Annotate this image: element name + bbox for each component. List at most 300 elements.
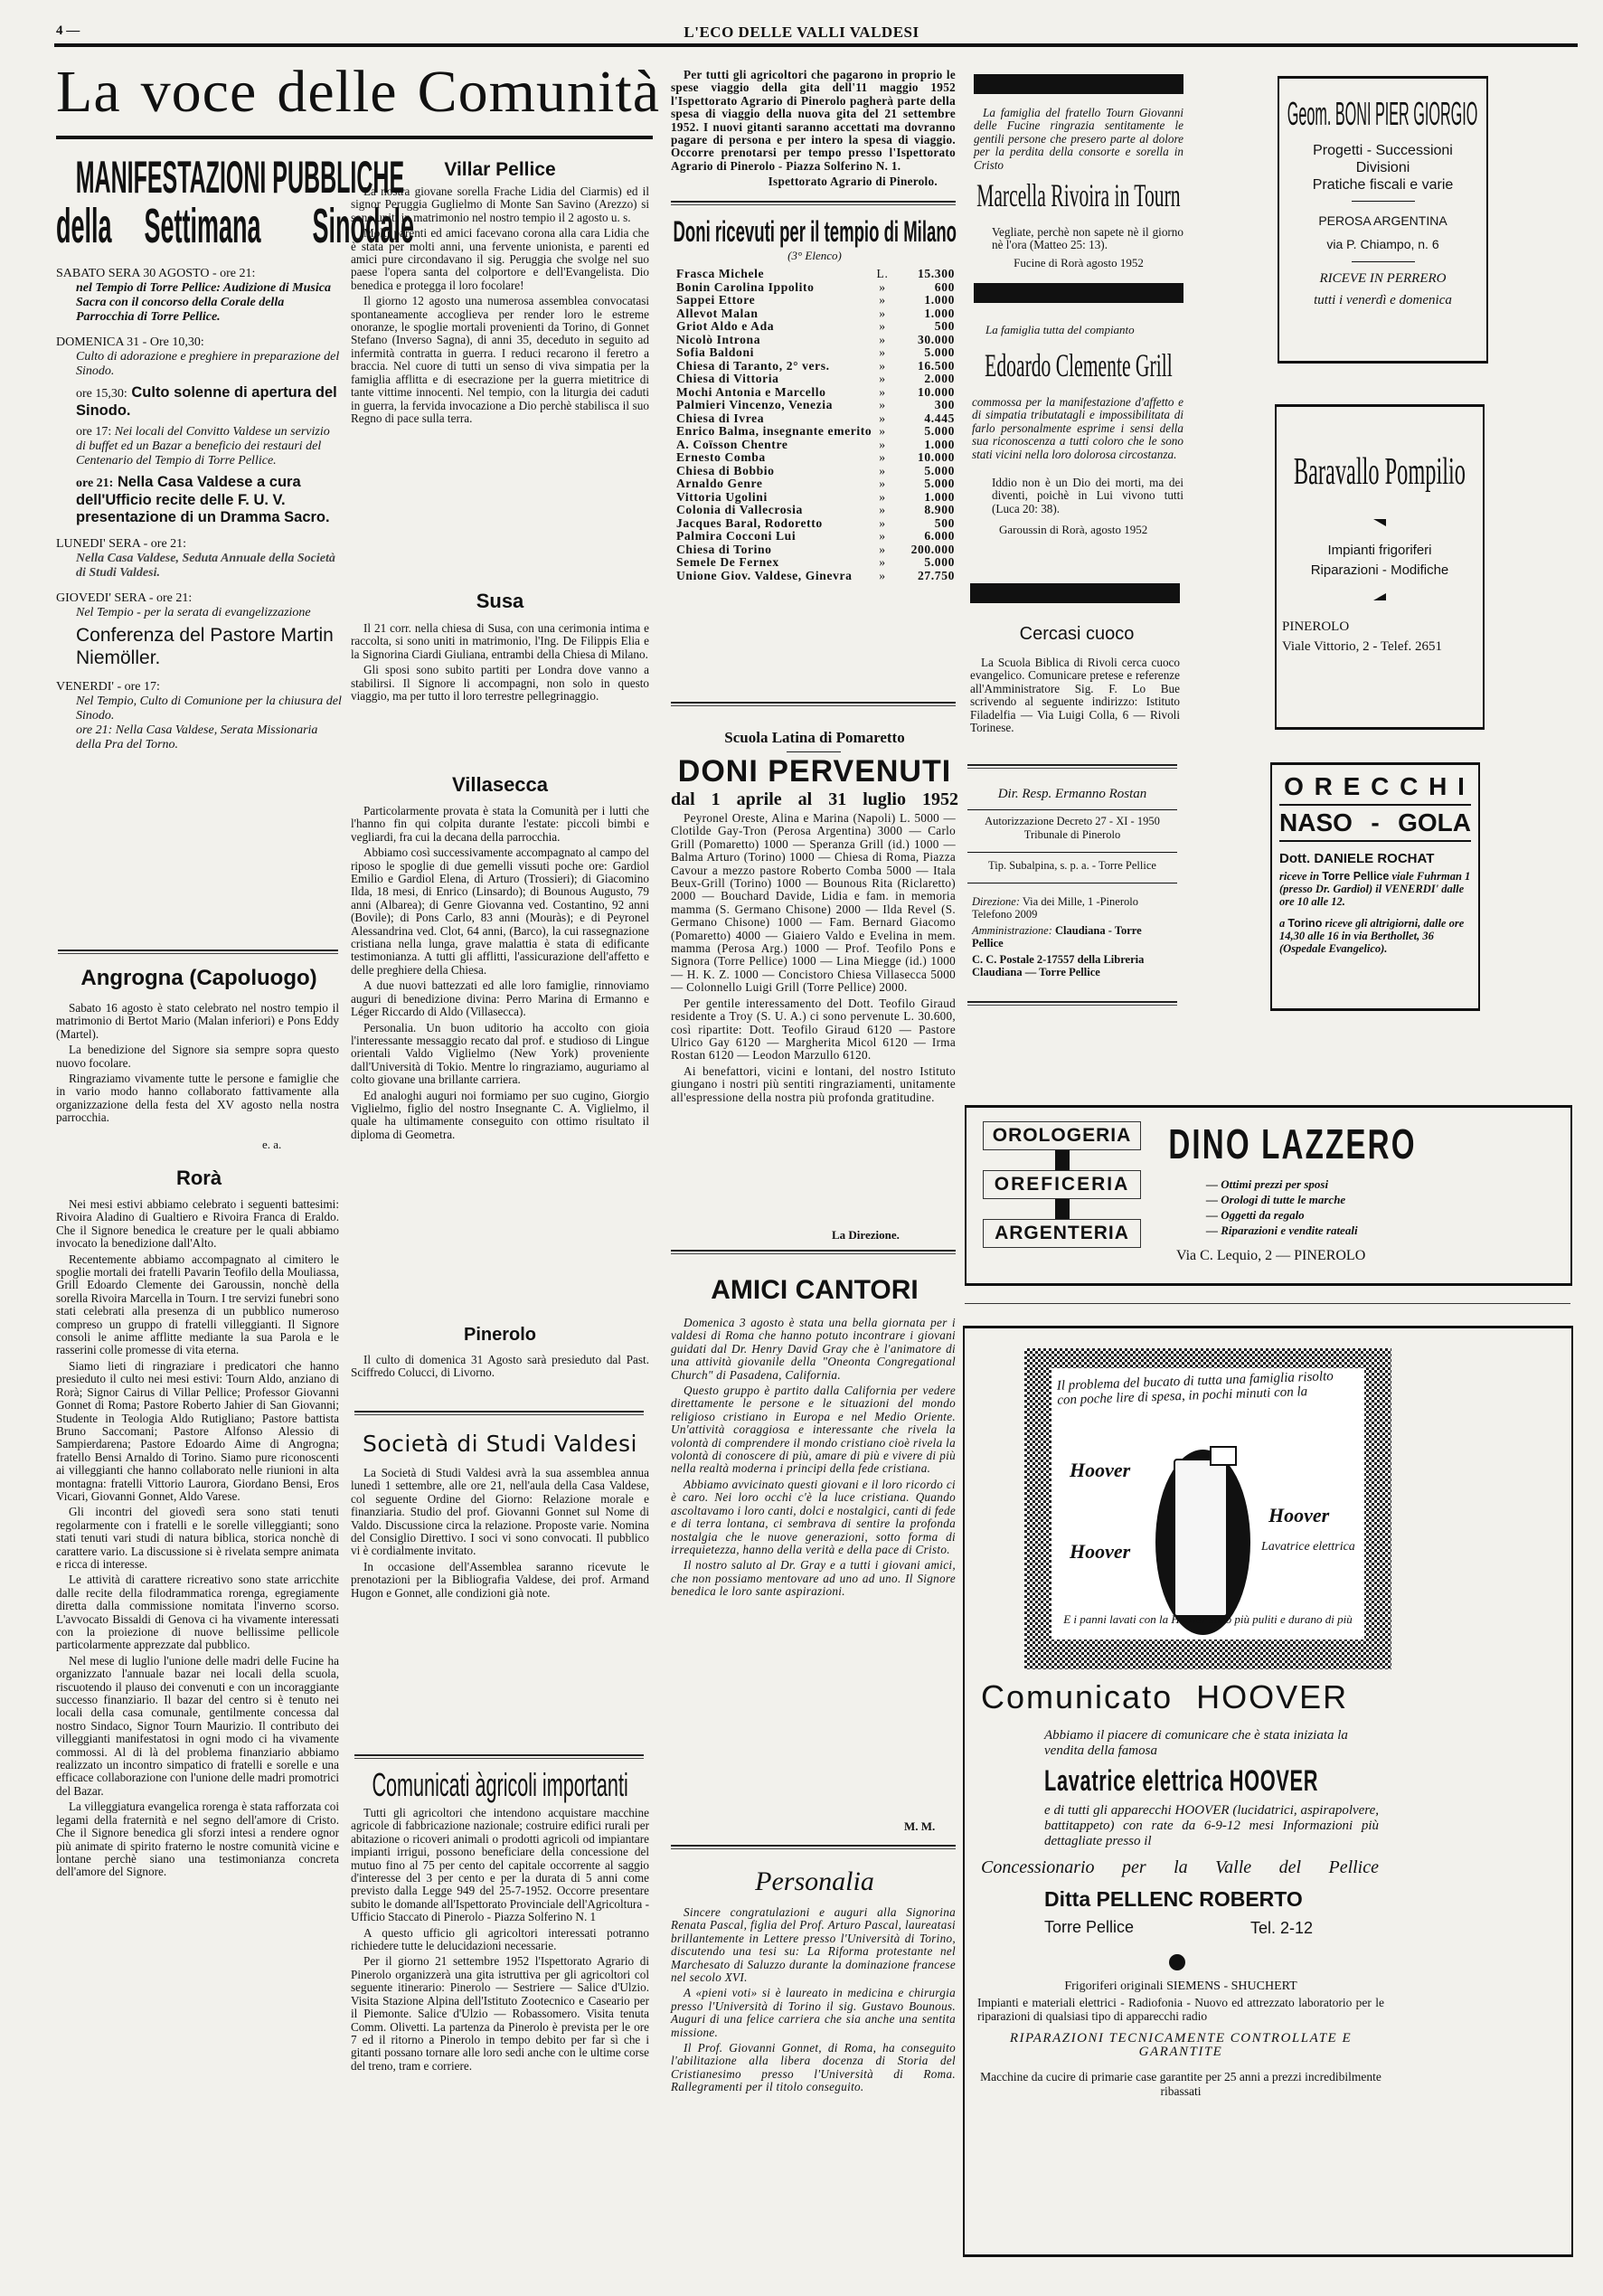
paragraph: Il culto di domenica 31 Agosto sarà presieduto dal Past. Sciffredo Colucci, di Livorno. bbox=[351, 1353, 649, 1380]
donor-name: Arnaldo Genre bbox=[676, 477, 763, 490]
section-divider bbox=[354, 1411, 644, 1415]
currency-mark: L. bbox=[876, 267, 889, 280]
amministrazione-label: Amministrazione: bbox=[972, 924, 1052, 937]
currency-mark: » bbox=[879, 358, 886, 373]
currency-mark: » bbox=[879, 279, 886, 294]
grill-name-text: Edoardo Clemente Grill bbox=[985, 347, 1173, 383]
amici-signature: M. M. bbox=[904, 1819, 936, 1833]
baravallo-name: Baravallo Pompilio bbox=[1293, 451, 1466, 493]
event-saturday bbox=[56, 267, 342, 325]
boni-city: PEROSA ARGENTINA bbox=[1318, 213, 1447, 228]
colophon-rule bbox=[967, 764, 1177, 769]
donor-name: Enrico Balma, insegnante emerito bbox=[676, 424, 872, 438]
paragraph: Ed analoghi auguri noi formiamo per suo cugino, Giorgio Viglielmo, figlio del nostro Insegnante C. A. Viglielmo, il quale ha ultimamente conseguito con ottimo risultato il diploma di Geometra. bbox=[351, 1088, 649, 1141]
donor-name: A. Coïsson Chentre bbox=[676, 437, 788, 451]
lazzero-feature: — Ottimi prezzi per sposi bbox=[1206, 1177, 1329, 1191]
donation-amount: 300 bbox=[934, 398, 955, 411]
grill-text: commossa per la manifestazione d'affetto e di simpatia tributatagli e impossibilitata di farlo personalmente esprime i sensi della sua riconoscenza a tutti coloro che le sono stati vicini nella loro dolorosa circostanza. bbox=[972, 395, 1183, 461]
cuoco-heading: Cercasi cuoco bbox=[1019, 624, 1135, 644]
pinerolo-heading: Pinerolo bbox=[463, 1325, 536, 1345]
colophon-rule bbox=[967, 1001, 1177, 1006]
donation-row bbox=[676, 570, 955, 583]
event-day: GIOVEDI' SERA - ore 21: bbox=[56, 591, 193, 605]
currency-mark: » bbox=[879, 306, 886, 320]
authorization-decree: Autorizzazione Decreto 27 - XI - 1950 bbox=[985, 815, 1160, 827]
donation-row bbox=[676, 307, 955, 321]
t1a: riceve in bbox=[1279, 870, 1320, 883]
boni-receives: RICEVE IN PERRERO bbox=[1319, 271, 1447, 286]
donation-amount: 27.750 bbox=[918, 568, 955, 582]
paragraph: Nei mesi estivi abbiamo celebrato i seguenti battesimi: Rivoira Aladino di Gualtiero e Rivoira Franca di Eraldo. Che il Signore benedica le creature per le quali abbiamo invocato la benedizione dall'Alto. bbox=[56, 1197, 339, 1251]
colophon-amministrazione bbox=[972, 924, 1175, 950]
pointer-down-icon bbox=[1373, 519, 1386, 526]
donor-name: Griot Aldo e Ada bbox=[676, 319, 775, 333]
event-line: Nel Tempio, Culto di Comunione per la chiusura del Sinodo. bbox=[76, 694, 342, 723]
agricoli-continued bbox=[671, 69, 956, 189]
currency-mark: » bbox=[879, 384, 886, 399]
lazzero-orologeria: OROLOGERIA bbox=[983, 1121, 1141, 1150]
paragraph: Per gentile interessamento del Dott. Teofilo Giraud residente a Troy (S. U. A.) ci sono pervenute L. 30.600, così ripartite: Dott. Teofilo Giraud 6120 — Pastore Ulrico Gay 6120 — Margherita Micol 6120 — Irma Rostan 6120 — Leodon Marzullo 6120. bbox=[671, 996, 956, 1063]
event-day: SABATO SERA 30 AGOSTO - ore 21: bbox=[56, 267, 256, 280]
manifestazioni-line2c: Sinodale bbox=[312, 199, 415, 253]
header-rule bbox=[54, 43, 1578, 47]
agricoli-heading bbox=[351, 1765, 649, 1805]
grill-verse: Iddio non è un Dio dei morti, ma dei diventi, poichè in Lui vivono tutti (Luca 20: 38). bbox=[992, 476, 1183, 515]
donor-name: Sofia Baldoni bbox=[676, 345, 754, 359]
section-divider bbox=[671, 702, 956, 706]
donation-amount: 5.000 bbox=[924, 463, 955, 477]
paragraph: Ringraziamo vivamente tutte le persone e famiglie che in vario modo hanno collaborato fattivamente alla organizzazione della festa del XV agosto nella nostra parrocchia. bbox=[56, 1072, 339, 1125]
section-divider bbox=[671, 1845, 956, 1849]
hoover-illustration-panel bbox=[1051, 1368, 1364, 1639]
paragraph: Personalia. Un buon uditorio ha accolto con gioia l'interessante messaggio recato dal prof. e studioso di Lingue orientali Valdo Viglielmo (New York) proveniente dall'Università di Tokio. Mentre lo ringraziamo, auguriamo al colto giovane una brillante carriera. bbox=[351, 1020, 649, 1087]
paragraph: A due nuovi battezzati ed alle loro famiglie, rinnoviamo auguri di benedizione divina: Perro Marina di Ermanno e Léger Riccardo di Aldo (Villasecca). bbox=[351, 978, 649, 1019]
ad-baravallo bbox=[1275, 404, 1485, 730]
villasecca-article bbox=[351, 805, 649, 1322]
event-thursday bbox=[56, 591, 342, 669]
hoover-product-text: Lavatrice elettrica HOOVER bbox=[1044, 1764, 1319, 1797]
angrogna-article bbox=[56, 1002, 339, 1156]
paragraph: Gli incontri del giovedì sera sono stati tenuti regolarmente con i fratelli e le sorelle villeggianti; sono stati tenuti vari studi di natura biblica, storica nonchè di carattere vario. La discussione si è rivelata sempre animata e ricca di interesse. bbox=[56, 1505, 339, 1571]
currency-mark: » bbox=[879, 398, 886, 411]
currency-mark: » bbox=[879, 568, 886, 582]
event-time: ore 21: bbox=[76, 477, 114, 490]
personalia-heading: Personalia bbox=[755, 1866, 874, 1896]
tourn-verse: Vegliate, perchè non sapete nè il giorno nè l'ora (Matteo 25: 13). bbox=[992, 225, 1183, 252]
hoover-concession: Concessionario per la Valle del Pellice bbox=[981, 1857, 1379, 1877]
rochat-torre bbox=[1279, 870, 1471, 908]
hoover-logo: Hoover bbox=[1070, 1540, 1131, 1563]
paragraph: Molti parenti ed amici facevano corona alla cara Lidia che è stata per molti anni, una fervente unionista, e parenti ed amici pure circondavano il sig. Peruggia che svolge nel suo paese l'opera santa del colportore e dell'Evangelista. Dio benedica e protegga il loro focolare! bbox=[351, 226, 649, 292]
donation-row bbox=[676, 517, 955, 531]
colophon-authorization bbox=[967, 815, 1177, 842]
divider bbox=[1352, 201, 1415, 202]
event-conference: Conferenza del Pastore Martin Niemöller. bbox=[76, 625, 334, 668]
donation-row bbox=[676, 412, 955, 426]
manifestazioni-line2b: Settimana bbox=[144, 199, 261, 253]
boni-address: via P. Chiampo, n. 6 bbox=[1326, 237, 1439, 251]
t2a: a bbox=[1279, 917, 1286, 930]
hoover-tel: Tel. 2-12 bbox=[1250, 1919, 1314, 1937]
tourn-name-text: Marcella Rivoira in Tourn bbox=[976, 177, 1181, 213]
agricoli-signature: Ispettorato Agrario di Pinerolo. bbox=[768, 175, 938, 189]
paragraph: Gli sposi sono subito partiti per Londra dove vanno a stabilirsi. Il Signore li accompagni, non solo in questo viaggio, ma per tutto il loro terrestre pellegrinaggio. bbox=[351, 663, 649, 704]
donor-name: Bonin Carolina Ippolito bbox=[676, 279, 815, 294]
manifestazioni-line1: MANIFESTAZIONI PUBBLICHE bbox=[75, 152, 405, 203]
donation-amount: 6.000 bbox=[924, 529, 955, 543]
square-separator-icon bbox=[1055, 1199, 1070, 1219]
event-time: ore 17: bbox=[76, 425, 112, 439]
event-friday bbox=[56, 680, 342, 752]
currency-mark: » bbox=[879, 319, 886, 333]
donation-row bbox=[676, 399, 955, 412]
paragraph: Il nostro saluto al Dr. Gray e a tutti i giovani amici, che non possiamo mentovare ad uno ad uno. Il Signore benedica le loro sante aspirazioni. bbox=[671, 1558, 956, 1599]
personalia-article bbox=[671, 1906, 956, 2178]
section-divider bbox=[354, 1754, 644, 1759]
event-monday bbox=[56, 537, 342, 581]
manifestazioni-heading bbox=[56, 152, 415, 253]
donation-row bbox=[676, 504, 955, 517]
event-line: ore 21: Nella Casa Valdese, Serata Missionaria della Pra del Torno. bbox=[76, 723, 318, 751]
donor-name: Vittoria Ugolini bbox=[676, 489, 768, 504]
event-day: LUNEDI' SERA - ore 21: bbox=[56, 537, 187, 551]
rora-heading: Rorà bbox=[175, 1167, 222, 1189]
hoover-product bbox=[1044, 1762, 1379, 1799]
amici-heading: AMICI CANTORI bbox=[711, 1275, 919, 1305]
susa-heading: Susa bbox=[476, 590, 524, 612]
agricoli-heading-text: Comunicati àgricoli importanti bbox=[372, 1766, 628, 1803]
title-rule bbox=[56, 136, 653, 139]
divider bbox=[1352, 261, 1415, 262]
tourn-place: Fucine di Rorà agosto 1952 bbox=[1014, 256, 1144, 269]
event-line: nel Tempio di Torre Pellice: Audizione di Musica Sacra con il concorso della Corale della Parrocchia di Torre Pellice. bbox=[76, 281, 331, 324]
donation-row bbox=[676, 556, 955, 570]
doni-milano-subtitle: (3° Elenco) bbox=[787, 249, 842, 262]
paragraph: Domenica 3 agosto è stata una bella giornata per i valdesi di Roma che hanno potuto incontrare i giovani guidati dal Dr. Henry David Gray che è l'animatore di una attività giovanile della "Oneonta Congregational Church" di Pasadena, California. bbox=[671, 1316, 956, 1382]
hoover-sewing: Macchine da cucire di primarie case garantite per 25 anni a prezzi incredibilmente ribassati bbox=[980, 2070, 1381, 2098]
colophon-addresses bbox=[972, 895, 1175, 978]
baravallo-service-1: Impianti frigoriferi bbox=[1327, 543, 1432, 558]
paragraph: Sincere congratulazioni e auguri alla Signorina Renata Pascal, figlia del Prof. Arturo Pascal, laureatasi brillantemente in Lettere presso l'Università di Torino, discutendo una tesi su: La Riforma protestante nel Marchesato di Saluzzo durante la dominazione francese nel secolo XVI. bbox=[671, 1905, 956, 1985]
hoover-machine-caption: Lavatrice elettrica bbox=[1261, 1540, 1355, 1554]
currency-mark: » bbox=[879, 332, 886, 346]
susa-article bbox=[351, 622, 649, 767]
section-divider bbox=[58, 950, 338, 954]
villasecca-heading: Villasecca bbox=[451, 773, 549, 796]
rochat-naso-gola: NASO - GOLA bbox=[1279, 808, 1471, 836]
colophon-direzione bbox=[972, 895, 1175, 921]
pinerolo-article bbox=[351, 1354, 649, 1399]
t2b: Torino bbox=[1287, 917, 1323, 930]
pomaretto-signature: La Direzione. bbox=[832, 1228, 900, 1242]
donation-row bbox=[676, 530, 955, 543]
donor-name: Chiesa di Bobbio bbox=[676, 463, 775, 477]
donation-amount: 5.000 bbox=[924, 345, 955, 359]
donor-name: Chiesa di Taranto, 2° vers. bbox=[676, 358, 830, 373]
colophon-ccp: C. C. Postale 2-17557 della Libreria Claudiana — Torre Pellice bbox=[972, 953, 1145, 978]
colophon-line bbox=[967, 809, 1177, 810]
donation-amount: 8.900 bbox=[924, 503, 955, 516]
paragraph: Il giorno 12 agosto una numerosa assemblea convocatasi spontaneamente accoglieva per render loro le estreme onoranze, le spoglie mortali provenienti da Torino, di Gonnet Stefano (Inverso Sagna), di anni 35, deceduto in seguito ad infermità contratta in guerra. I reduci recarono il feretro a braccia. Nel cuore di tutti un senso di viva simpatia per la famiglia afflitta e di esecrazione per la guerra mietitrice di tante vittime innocenti. Nel tempio, con la liturgia dei caduti in guerra, la fervida invocazione a Dio perchè stabilisca il suo Regno di pace sulla terra. bbox=[351, 294, 649, 425]
grill-name bbox=[974, 344, 1183, 387]
paragraph: La Società di Studi Valdesi avrà la sua assemblea annua lunedì 1 settembre, alle ore 21, nell'aula della Casa Valdese, col seguente Ordine del Giorno: Relazione morale e finanziaria. Studio del prof. Giovanni Gonnet sul Nome di Valdo. Discussione circa la relazione. Proposte varie. Nomina del Consiglio Direttivo. I soci vi sono convocati. Il pubblico vi è cordialmente invitato. bbox=[351, 1466, 649, 1558]
agricoli-article bbox=[351, 1807, 649, 2283]
square-separator-icon bbox=[1055, 1150, 1070, 1170]
section-divider bbox=[671, 1250, 956, 1254]
donation-row bbox=[676, 491, 955, 505]
hoover-logo: Hoover bbox=[1268, 1504, 1330, 1526]
paragraph: Particolarmente provata è stata la Comunità per i lutti che l'hanno fin qui colpita durante l'estate: piccoli bimbi e vegliardi, fra cui la decana della parrocchia. bbox=[351, 804, 649, 844]
rora-article bbox=[56, 1198, 339, 2283]
donation-amount: 10.000 bbox=[918, 384, 955, 399]
manifestazioni-line2a: della bbox=[56, 199, 112, 253]
currency-mark: » bbox=[879, 503, 886, 516]
lazzero-argenteria: ARGENTERIA bbox=[983, 1219, 1141, 1248]
baravallo-city: PINEROLO bbox=[1282, 619, 1350, 634]
currency-mark: » bbox=[879, 489, 886, 504]
donation-amount: 1.000 bbox=[924, 306, 955, 320]
donor-name: Sappei Ettore bbox=[676, 293, 756, 307]
donation-row bbox=[676, 294, 955, 307]
hoover-intro: Abbiamo il piacere di comunicare che è stata iniziata la vendita della famosa bbox=[1044, 1728, 1348, 1758]
t2c: riceve gli altrigiorni, dalle ore 14,30 alle 16 in via Berthollet, 36 (Ospedale Evangelico). bbox=[1279, 917, 1465, 955]
t1b: Torre Pellice bbox=[1322, 870, 1390, 883]
currency-mark: » bbox=[879, 345, 886, 359]
paragraph: A questo ufficio gli agricoltori interessati potranno richiedere tutte le delucidazioni necessarie. bbox=[351, 1925, 649, 1953]
donation-row bbox=[676, 320, 955, 334]
paragraph: Peyronel Oreste, Alina e Marina (Napoli) L. 5000 — Clotilde Gay-Tron (Perosa Argentina) 3000 — Carlo Grill (Pomaretto) 1000 — Speranza Grill (id.) 1000 — Balma Arturo (Torino) 1000 — Chiesa di Roma, Piazza Cavour a mezzo pastore Roberto Comba 5000 — Itala Beux-Grill (Torino) 1000 — Bounous Rita (Riclaretto) 2000 — Bouchard Davide, Lidia e fam. in memoria mamma (S. Germano Chisone) 2000 — Ilda Revel (S. Germano Chisone) 1000 — Fam. Bernard Giacomo (Pomaretto) 4000 — Giaiero Valdo e Evelina in mem. mamma (Perosa Arg.) 1000 — Prof. Teofilo Pons e Signora (Torre Pellice) 1000 — Lina Miegge (id.) 1000 — H. K. Z. 1000 — Concistoro Chiesa Villasecca 5000 — Colonnello Luigi Grill (Torre Pellice) 2000. bbox=[671, 811, 956, 995]
donation-row bbox=[676, 425, 955, 439]
donor-name: Mochi Antonia e Marcello bbox=[676, 384, 826, 399]
doni-milano-heading bbox=[671, 213, 958, 250]
event-line: Nel Tempio - per la serata di evangelizzazione bbox=[76, 606, 311, 619]
donation-amount: 5.000 bbox=[924, 424, 955, 438]
paragraph: Il 21 corr. nella chiesa di Susa, con una cerimonia intima e raccolta, si sono uniti in matrimonio, l'Ing. De Filippis Elia e la Signorina Ciardi Giuliana, entrambi della Chiesa di Milano. bbox=[351, 621, 649, 661]
washing-machine-wringer-icon bbox=[1210, 1446, 1237, 1466]
donation-amount: 500 bbox=[934, 319, 955, 333]
donor-name: Nicolò Introna bbox=[676, 332, 761, 346]
hoover-dealer: Ditta PELLENC ROBERTO bbox=[1044, 1887, 1303, 1911]
hoover-town: Torre Pellice bbox=[1044, 1918, 1135, 1936]
societa-heading: Società di Studi Valdesi bbox=[363, 1431, 637, 1457]
cuoco-text: La Scuola Biblica di Rivoli cerca cuoco evangelico. Comunicare pretese e referenze all'Amministratore Sig. F. Lo Bue scrivendo al seguente indirizzo: Istituto Filadelfia — Via Luigi Colla, 6 — Rivoli Torinese. bbox=[970, 656, 1180, 735]
paragraph: La nostra giovane sorella Frache Lidia del Ciarmis) ed il signor Peruggia Guglielmo di Monte San Savino (Arezzo) si sono uniti in matrimonio nel nostro tempio il 2 agosto u. s. bbox=[351, 184, 649, 224]
lazzero-feature: — Oggetti da regalo bbox=[1206, 1208, 1305, 1222]
event-text: Culto solenne di apertura del Sinodo. bbox=[76, 384, 337, 419]
donation-amount: 600 bbox=[934, 279, 955, 294]
currency-mark: » bbox=[879, 463, 886, 477]
currency-mark: » bbox=[879, 477, 886, 490]
hoover-slogan-top: Il problema del bucato di tutta una famiglia risolto con poche lire di spesa, in pochi minuti con la bbox=[1056, 1369, 1334, 1408]
mourning-bar bbox=[970, 583, 1180, 603]
donation-row bbox=[676, 543, 955, 557]
donation-row bbox=[676, 346, 955, 360]
pomaretto-heading: DONI PERVENUTI bbox=[677, 754, 952, 789]
event-line: Culto di adorazione e preghiere in preparazione del Sinodo. bbox=[76, 350, 340, 378]
donation-row bbox=[676, 360, 955, 373]
currency-mark: » bbox=[879, 437, 886, 451]
pomaretto-article bbox=[671, 812, 956, 1226]
donation-amount: 500 bbox=[934, 515, 955, 530]
currency-mark: » bbox=[879, 542, 886, 556]
page-number: 4 — bbox=[56, 24, 80, 38]
donation-row bbox=[676, 386, 955, 400]
lazzero-features bbox=[1206, 1176, 1358, 1238]
paragraph: A «pieni voti» si è laureato in medicina e chirurgia presso l'Università di Torino il sig. Gustavo Bounous. Auguri di una felice carriera che sia anche una sentita missione. bbox=[671, 1986, 956, 2039]
hoover-illustration bbox=[1024, 1348, 1391, 1669]
villar-article bbox=[351, 185, 649, 583]
pomaretto-dates: dal 1 aprile al 31 luglio 1952 bbox=[671, 789, 958, 809]
donation-row bbox=[676, 373, 955, 386]
donation-row bbox=[676, 268, 955, 281]
event-text: Nella Casa Valdese a cura dell'Ufficio recite delle F. U. V. presentazione di un Dramma Sacro. bbox=[76, 474, 330, 525]
pomaretto-kicker: Scuola Latina di Pomaretto bbox=[724, 729, 905, 746]
rochat-orecchi: O R E C C H I bbox=[1284, 772, 1466, 800]
direzione-value: Via dei Mille, 1 -Pinerolo Telefono 2009 bbox=[972, 895, 1138, 921]
paragraph: Il Prof. Giovanni Gonnet, di Roma, ha conseguito l'abilitazione alla libera docenza di Storia del Cristianesimo presso l'Università di Roma. Rallegramenti per il titolo conseguito. bbox=[671, 2041, 956, 2094]
boni-name: Geom. BONI PIER GIORGIO bbox=[1287, 95, 1478, 132]
baravallo-service-2: Riparazioni - Modifiche bbox=[1310, 562, 1449, 578]
currency-mark: » bbox=[879, 450, 886, 464]
event-day: DOMENICA 31 - Ore 10,30: bbox=[56, 335, 204, 349]
colophon-line bbox=[967, 852, 1177, 853]
hoover-repairs: RIPARAZIONI TECNICAMENTE CONTROLLATE E GARANTITE bbox=[1009, 2031, 1353, 2059]
hoover-title: Comunicato HOOVER bbox=[981, 1678, 1349, 1715]
mourning-bar bbox=[974, 283, 1183, 303]
tourn-intro: La famiglia del fratello Tourn Giovanni delle Fucine ringrazia sentitamente le gentili persone che presero parte al dolore per la perdita della consorte e sorella in Cristo bbox=[974, 106, 1183, 172]
currency-mark: » bbox=[879, 411, 886, 425]
paragraph: Le attività di carattere ricreativo sono state arricchite dalle recite della filodrammatica rorenga, egregiamente diretta dalla commissione nomitata l'inverno scorso. L'avvocato Bissaldi di Genova ci ha vivamente interessati con la proiezione di nuove bellissime pellicole particolarmente apprezzate dal pubblico. bbox=[56, 1573, 339, 1652]
donor-name: Semele De Fernex bbox=[676, 555, 779, 569]
donation-amount: 1.000 bbox=[924, 489, 955, 504]
villar-heading: Villar Pellice bbox=[444, 159, 556, 180]
donor-name: Chiesa di Vittoria bbox=[676, 372, 779, 385]
event-text: Nei locali del Convitto Valdese un servizio di buffet ed un Bazar a beneficio dei restauri del Centenario del Tempio di Torre Pellice. bbox=[76, 425, 330, 468]
ad-lazzero bbox=[965, 1105, 1572, 1286]
currency-mark: » bbox=[879, 529, 886, 543]
donation-amount: 1.000 bbox=[924, 293, 955, 307]
event-line: Nella Casa Valdese, Seduta Annuale della Società di Studi Valdesi. bbox=[76, 552, 335, 580]
hoover-logo: Hoover bbox=[1070, 1459, 1131, 1481]
rochat-torino bbox=[1279, 917, 1471, 955]
donation-row bbox=[676, 477, 955, 491]
paragraph: Per il giorno 21 settembre 1952 l'Ispettorato Agrario di Pinerolo organizzerà una gita istruttiva per gli agricoltori col seguente itinerario: Pinerolo — Sestriere — Salice d'Ulzio. Visita Stazione Alpina dell'Istituto Zootecnico e Caseario per il Piemonte. Salice d'Ulzio — Robassomero. Visita tenuta Comm. Olivetti. La partenza da Pinerolo è prevista per le ore 7 ed il ritorno a Pinerolo in tempo debito per far sì che i gitanti possano tornare alle loro sedi anche con le ultime corse del treno, tram e corriere. bbox=[351, 1954, 649, 2073]
boni-days: tutti i venerdì e domenica bbox=[1314, 293, 1452, 307]
donation-row bbox=[676, 451, 955, 465]
donor-name: Unione Giov. Valdese, Ginevra bbox=[676, 568, 853, 582]
tourn-name bbox=[974, 174, 1183, 217]
event-extra bbox=[56, 474, 342, 526]
event-extra bbox=[56, 384, 342, 420]
masthead: L'ECO DELLE VALLI VALDESI bbox=[684, 24, 919, 41]
colophon-printer: Tip. Subalpina, s. p. a. - Torre Pellice bbox=[988, 859, 1156, 872]
currency-mark: » bbox=[879, 424, 886, 438]
donation-amount: 16.500 bbox=[918, 358, 955, 373]
paragraph: La benedizione del Signore sia sempre sopra questo nuovo focolare. bbox=[56, 1043, 339, 1070]
hoover-slogan-bottom: E i panni lavati con la Hoover sono più puliti e durano di più bbox=[1063, 1612, 1353, 1626]
authorization-tribunal: Tribunale di Pinerolo bbox=[1023, 828, 1121, 841]
t1c: viale Fuhrman 1 (presso Dr. Gardiol) il VENERDI' dalle ore 10 alle 12. bbox=[1279, 870, 1471, 908]
ad-hoover bbox=[963, 1326, 1573, 2257]
rochat-doctor: Dott. DANIELE ROCHAT bbox=[1279, 851, 1435, 866]
hoover-fridges: Frigoriferi originali SIEMENS - SHUCHERT bbox=[1064, 1979, 1297, 1993]
hoover-electrical: Impianti e materiali elettrici - Radiofonia - Nuovo ed attrezzato laboratorio per le riparazioni di qualsiasi tipo di apparecchi radio bbox=[977, 1996, 1384, 2023]
paragraph: Sabato 16 agosto è stato celebrato nel nostro tempio il matrimonio di Bertot Mario (Malan inferiori) e Pons Eddy (Martel). bbox=[56, 1001, 339, 1041]
doni-milano-heading-text: Doni ricevuti per il tempio di Milano bbox=[673, 215, 957, 248]
donor-name: Palmieri Vincenzo, Venezia bbox=[676, 398, 834, 411]
paragraph: Siamo lieti di ringraziare i predicatori che hanno presieduto il culto nei mesi estivi: Tourn Aldo, anziano di Rorà; Signor Cairus di Villar Pellice; Professor Giovanni Gonnet di Roma; Pastore Roberto Jahier di San Giovanni; Studente in Teologia Aldo Rutigliano; Pastore battista Bruno Saccomani; Pastore Alfonso Alessio di Sampierdarena; Pastore Edoardo Aime di Angrogna; fratello Bensi Arnaldo di Torino. Siamo pure riconoscenti ai villeggianti che hanno collaborato nelle riunioni in alta montagna: fratelli Vittorio Laurora, Giordano Bensi, Eros Vicari, Giovanni Gonnet, Aldo Varese. bbox=[56, 1358, 339, 1503]
donation-amount: 15.300 bbox=[918, 267, 955, 280]
boni-service-3: Pratiche fiscali e varie bbox=[1312, 177, 1454, 193]
direzione-label: Direzione: bbox=[972, 895, 1020, 908]
paragraph: Questo gruppo è partito dalla California per vedere direttamente le persone e le situazioni del mondo religioso cristiano in Europa e nel Medio Oriente. Un'attività coraggiosa e interessante che rivela la volontà di comprendere il mondo cristiano cioè rivela la volontà di conoscere di più, amare di più e vivere di più nella realtà moderna i principi della fede cristiana. bbox=[671, 1384, 956, 1476]
doni-milano-list bbox=[676, 268, 955, 582]
paragraph: Recentemente abbiamo accompagnato al cimitero le spoglie mortali dei fratelli Pavarin Teofilo della Mouliassa, Grill Edoardo Clemente dei Garoussin, nonchè della sorella Rivoira Marcella in Tourn. I tre servizi funebri sono stati celebrati alla presenza di un pubblico numeroso compreso un gruppo di fratelli villeggianti. Il Signore consoli le anime afflitte mediante la sua Parola e le rasserini colle promesse di vita eterna. bbox=[56, 1252, 339, 1357]
ad-boni bbox=[1278, 76, 1488, 364]
donation-amount: 30.000 bbox=[918, 332, 955, 346]
donor-name: Colonia di Vallecrosia bbox=[676, 503, 803, 516]
paragraph: Tutti gli agricoltori che intendono acquistare macchine agricole di fabbricazione nazionale; costruire edifici rurali per abitazione o ricoveri animali o prodotti agricoli od impiantare impianti irrigui, possono beneficiare della concessione del mutuo fino al 75 per cento del capitale occorrente al saggio d'interesse del 3 per cento e per la durata di 5 anni come previsto dalla Legge 949 del 25-7-1952. Occorre presentare subito le domande all'Ispettorato Provinciale dell'Agricoltura - Ufficio Staccato di Pinerolo - Piazza Solferino N. 1 bbox=[351, 1806, 649, 1924]
currency-mark: » bbox=[879, 293, 886, 307]
donation-row bbox=[676, 334, 955, 347]
event-day: VENERDI' - ore 17: bbox=[56, 680, 160, 694]
paragraph: In occasione dell'Assemblea saranno ricevute le prenotazioni per la Bibliografia Valdese, dei prof. Armand Hugon e Gonnet, alle condizioni già note. bbox=[351, 1559, 649, 1600]
baravallo-address: Viale Vittorio, 2 - Telef. 2651 bbox=[1282, 639, 1442, 654]
donor-name: Ernesto Comba bbox=[676, 450, 766, 464]
donation-amount: 2.000 bbox=[924, 372, 955, 385]
donation-amount: 1.000 bbox=[924, 437, 955, 451]
donation-amount: 200.000 bbox=[910, 542, 955, 556]
event-extra bbox=[56, 425, 342, 468]
event-sunday bbox=[56, 335, 342, 526]
event-time: ore 15,30: bbox=[76, 387, 127, 401]
separator bbox=[965, 1303, 1570, 1304]
mourning-bar bbox=[974, 74, 1183, 94]
paragraph: Nel mese di luglio l'unione delle madri delle Fucine ha organizzato l'annuale bazar nei locali della scuola, riscuotendo il plauso dei convenuti e con un incoraggiante successo finanziario. Il bazar del centro si è tenuto nei locali della casa comunale, gentilmente concessa dal nostro Sindaco, Signor Tourn Maurizio. Il contributo dei villeggianti manifestatosi in ogni modo ci ha vivamente commossi. Al di là del problema finanziario abbiamo realizzato un incontro simpatico di fratelli e sorelle e una efficace collaborazione con l'unione delle madri promotrici del Bazar. bbox=[56, 1653, 339, 1798]
paragraph: Abbiamo così successivamente accompagnato al campo del riposo le spoglie di due gemelli vissuti poche ore: Gardiol Emilio e Gardiol Elena, di Arturo (Trossieri); di Giacomino Ilda, 18 mesi, di Enrico (Linsardo); di Bounous Augusto, 79 anni (Albarea); di Genre Giovanna ved. Costantino, 92 anni (Bovile); di Pons Carlo, 83 anni (Mouràs); e di Peyronel Alessandrina ved. Clot, 64 anni, (Barco), la cui rassegnazione cristiana nella lunga, grave malattia è stata di edificante testimonianza. A tutti gli afflitti, l'assicurazione dell'affetto e delle preghiere della Chiesa. bbox=[351, 846, 649, 977]
lazzero-name: DINO LAZZERO bbox=[1168, 1120, 1417, 1167]
lazzero-oreficeria: OREFICERIA bbox=[983, 1170, 1141, 1199]
donation-amount: 5.000 bbox=[924, 555, 955, 569]
lazzero-departments bbox=[983, 1121, 1141, 1248]
donor-name: Chiesa di Ivrea bbox=[676, 411, 765, 425]
donor-name: Palmira Cocconi Lui bbox=[676, 529, 797, 543]
events-list bbox=[56, 258, 342, 945]
colophon-director: Dir. Resp. Ermanno Rostan bbox=[997, 787, 1147, 801]
amici-article bbox=[671, 1317, 956, 1832]
ad-rochat bbox=[1270, 762, 1480, 1011]
lazzero-feature: — Orologi di tutte le marche bbox=[1206, 1193, 1346, 1206]
societa-article bbox=[351, 1467, 649, 1747]
currency-mark: » bbox=[879, 372, 886, 385]
donor-name: Chiesa di Torino bbox=[676, 542, 772, 556]
paragraph: La villeggiatura evangelica rorenga è stata rafforzata coi legami della fraternità e nel segno dell'amore di Cristo. Che il Signore benedica gli sforzi intesi a rendere ognor più animate di spirito fraterno le nostre comunità vicine e lontane perchè siano una testimonianza concreta dell'amore del Signore. bbox=[56, 1800, 339, 1879]
amministrazione-value: Claudiana - Torre Pellice bbox=[972, 924, 1142, 950]
boni-service-1: Progetti - Successioni bbox=[1313, 143, 1453, 158]
donation-amount: 5.000 bbox=[924, 477, 955, 490]
currency-mark: » bbox=[879, 555, 886, 569]
lazzero-feature: — Riparazioni e vendite rateali bbox=[1206, 1224, 1358, 1237]
lazzero-address: Via C. Lequio, 2 — PINEROLO bbox=[1176, 1248, 1366, 1263]
washing-machine-icon bbox=[1174, 1459, 1228, 1617]
page-title: La voce delle Comunità bbox=[56, 59, 660, 125]
grill-intro: La famiglia tutta del compianto bbox=[985, 323, 1135, 336]
donation-amount: 4.445 bbox=[924, 411, 955, 425]
donor-name: Allevot Malan bbox=[676, 306, 759, 320]
donor-name: Jacques Baral, Rodoretto bbox=[676, 515, 823, 530]
donation-row bbox=[676, 465, 955, 478]
donation-row bbox=[676, 281, 955, 295]
